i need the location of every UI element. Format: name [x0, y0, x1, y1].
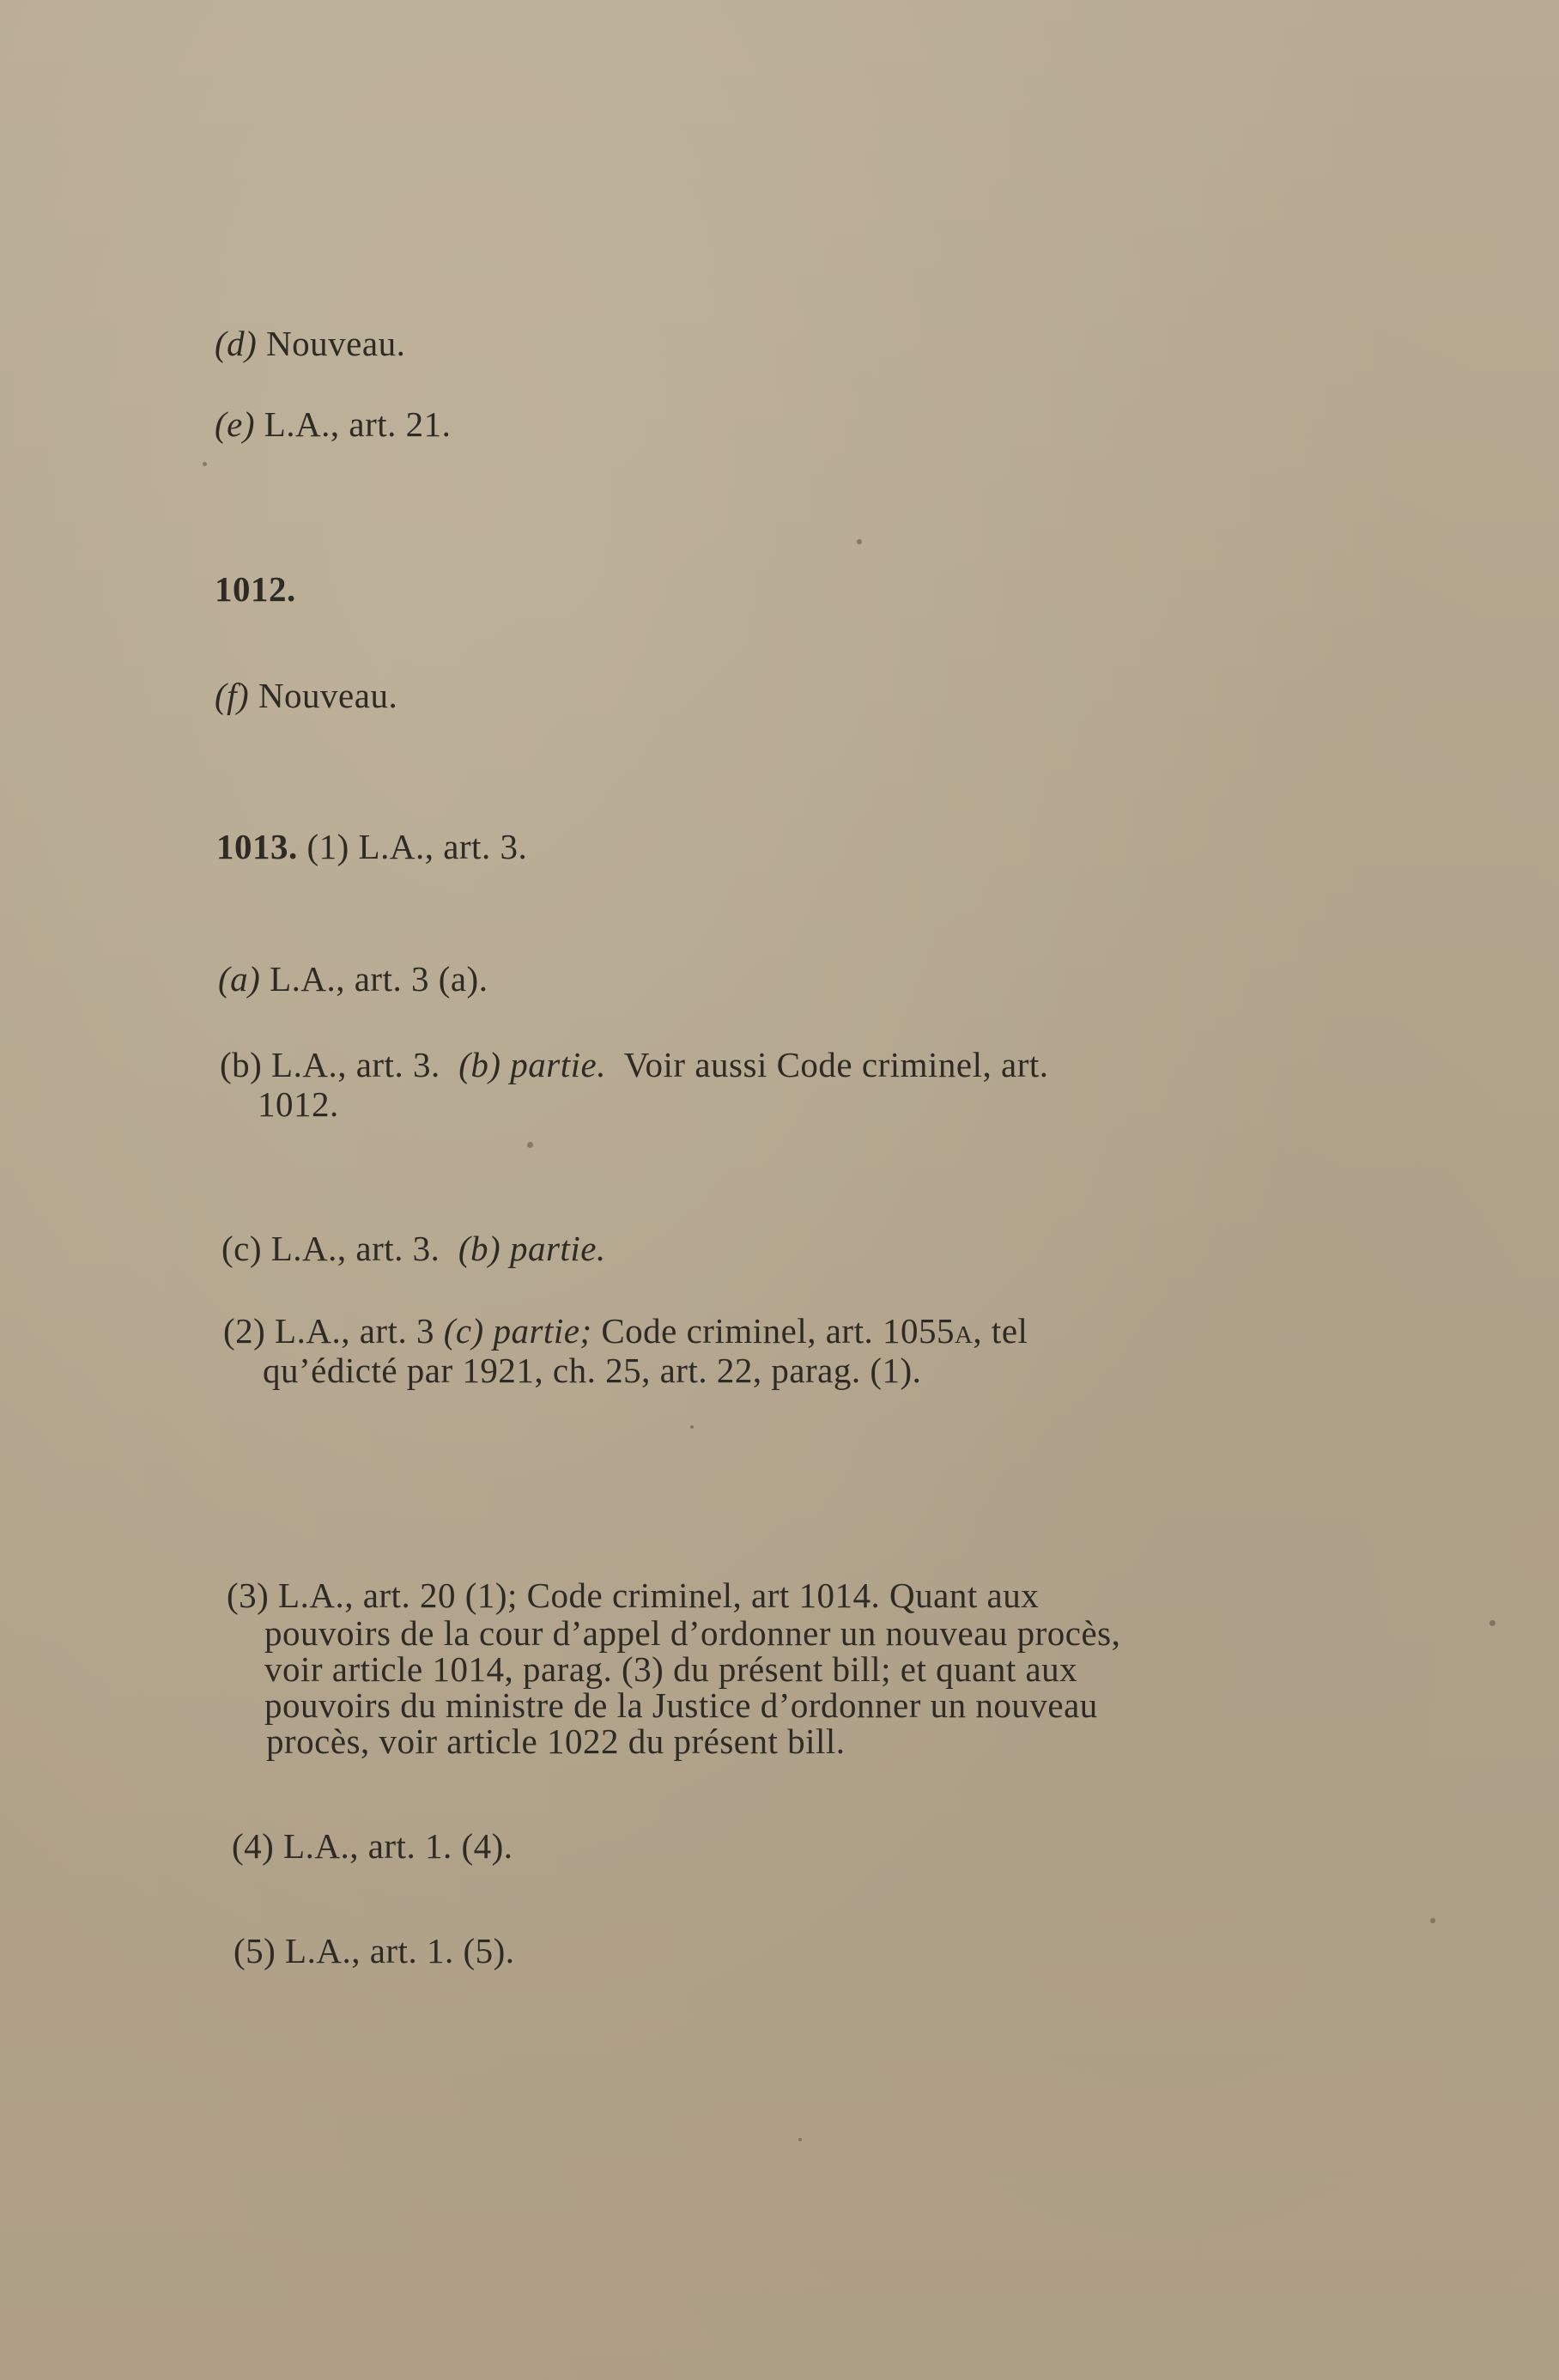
note-f-label: (f) [215, 676, 250, 715]
paper-speck [1489, 1620, 1495, 1626]
note-b-post: Voir aussi Code criminel, art. [623, 1045, 1049, 1084]
paper-speck [857, 539, 862, 544]
note-2-pre: (2) L.A., art. 3 [223, 1311, 434, 1351]
note-b [220, 1046, 1049, 1084]
note-f [215, 677, 397, 714]
note-3-line4: pouvoirs du ministre de la Justice d’ordonner un nouveau [264, 1685, 1098, 1725]
note-d-label: (d) [215, 324, 258, 363]
note-c-ref: (b) [458, 1229, 501, 1268]
note-c [221, 1229, 606, 1267]
paper-speck [690, 1425, 694, 1429]
note-b-line2: 1012. [258, 1084, 339, 1124]
section-1013 [216, 828, 527, 865]
note-a-text: L.A., art. 3 (a). [270, 959, 488, 999]
note-b-partie: partie. [510, 1045, 606, 1084]
note-4: (4) L.A., art. 1. (4). [232, 1826, 513, 1866]
note-d-text: Nouveau. [266, 324, 406, 363]
note-a [218, 960, 488, 998]
note-e-text: L.A., art. 21. [264, 404, 452, 444]
note-3-line3: voir article 1014, parag. (3) du présent bill; et quant aux [264, 1649, 1078, 1689]
note-2 [223, 1312, 1028, 1350]
note-2-ref: (c) [443, 1311, 484, 1351]
note-2-line2: qu’édicté par 1921, ch. 25, art. 22, parag. (1). [263, 1351, 922, 1390]
note-f-text: Nouveau. [258, 676, 398, 715]
note-3-line2: pouvoirs de la cour d’appel d’ordonner un nouveau procès, [264, 1613, 1121, 1653]
note-5: (5) L.A., art. 1. (5). [234, 1931, 515, 1970]
paper-speck [203, 462, 207, 466]
note-e-label: (e) [215, 404, 256, 444]
note-d [215, 325, 405, 362]
paper-speck [1430, 1918, 1435, 1923]
note-3-line1: (3) L.A., art. 20 (1); Code criminel, art 1014. Quant aux [227, 1576, 1040, 1615]
note-2-tail: , tel [973, 1311, 1028, 1351]
note-a-label: (a) [218, 959, 261, 999]
note-b-pre: (b) L.A., art. 3. [220, 1045, 440, 1084]
paper-speck [527, 1142, 533, 1148]
note-c-pre: (c) L.A., art. 3. [221, 1229, 440, 1268]
note-c-partie: partie. [509, 1229, 606, 1268]
section-heading-1012: 1012. [215, 569, 296, 609]
note-b-ref: (b) [458, 1045, 501, 1084]
note-2-post: Code criminel, art. 1055 [601, 1311, 955, 1351]
paper-speck [798, 2138, 802, 2141]
note-e [215, 405, 451, 443]
section-heading-1013: 1013. [216, 827, 298, 866]
note-3-line5: procès, voir article 1022 du présent bill. [266, 1721, 846, 1761]
note-2-partie: partie; [493, 1311, 592, 1351]
note-2-smallcap: a [954, 1311, 974, 1351]
section-1013-text: (1) L.A., art. 3. [306, 827, 528, 866]
